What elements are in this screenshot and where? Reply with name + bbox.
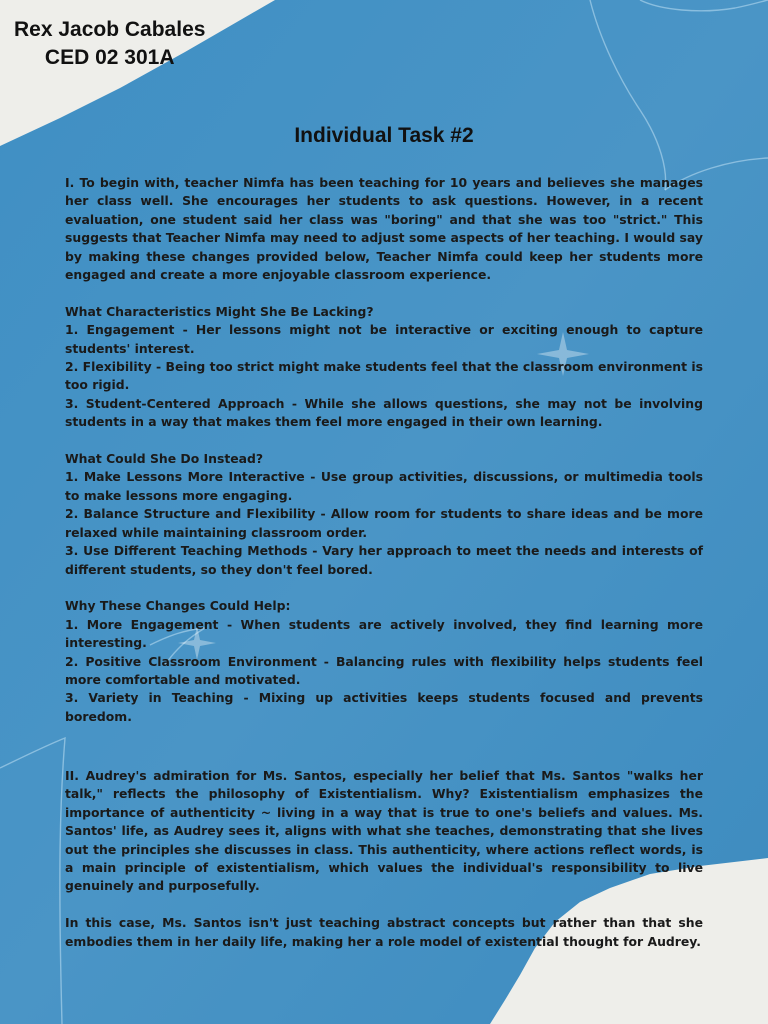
help-heading: Why These Changes Could Help:: [65, 598, 291, 614]
course-section: CED 02 301A: [44, 46, 175, 69]
list-item: 2. Balance Structure and Flexibility - Allow room for students to share ideas and be more relaxed while maintaining classroom order.: [65, 506, 703, 540]
list-item: 3. Variety in Teaching - Mixing up activities keeps students focused and prevents boredom.: [65, 690, 703, 724]
author-header: [14, 16, 205, 72]
lacking-heading: What Characteristics Might She Be Lacking?: [65, 303, 374, 319]
part-two-conclusion: In this case, Ms. Santos isn't just teaching abstract concepts but rather than that she embodies them in her daily life, making her a role model of existential thought for Audrey.: [65, 915, 703, 949]
author-name: Rex Jacob Cabales: [14, 18, 206, 41]
list-item: 1. Engagement - Her lessons might not be interactive or exciting enough to capture students' interest.: [65, 322, 703, 356]
list-item: 2. Flexibility - Being too strict might make students feel that the classroom environment is too rigid.: [65, 359, 703, 393]
page-title: Individual Task #2: [294, 124, 474, 147]
list-item: 1. More Engagement - When students are actively involved, they find learning more interesting.: [65, 616, 703, 651]
intro-paragraph: I. To begin with, teacher Nimfa has been teaching for 10 years and believes she manages her class well. She encourages her students to ask questions. However, in a recent evaluation, one student said her class was "boring" and that she was too "strict." This suggests that Teacher Nimfa may need to adjust some aspects of her teaching. I would say by making these changes provided below, Teacher Nimfa could keep her students more engaged and create a more enjoyable classroom experience.: [65, 175, 703, 283]
list-item: 2. Positive Classroom Environment - Balancing rules with flexibility helps students feel more comfortable and motivated.: [65, 653, 703, 687]
instead-heading: What Could She Do Instead?: [65, 451, 264, 467]
list-item: 3. Student-Centered Approach - While she allows questions, she may not be involving students in a way that makes them feel more engaged in their own learning.: [65, 395, 703, 430]
part-one: [65, 174, 703, 726]
list-item: 3. Use Different Teaching Methods - Vary her approach to meet the needs and interests of different students, so they don't feel bored.: [65, 543, 703, 577]
list-item: 1. Make Lessons More Interactive - Use group activities, discussions, or multimedia tools to make lessons more engaging.: [65, 469, 703, 503]
part-two: [65, 767, 703, 951]
part-two-paragraph: II. Audrey's admiration for Ms. Santos, especially her belief that Ms. Santos "walks her talk," reflects the philosophy of Existentialism. Why? Existentialism emphasizes the importance of authenticity ~ living in a way that is true to one's beliefs and values. Ms. Santos' life, as Audrey sees it, aligns with what she teaches, demonstrating that she lives out the principles she discusses in class. This authenticity, where actions reflect words, is a main principle of existentialism, which values the individual's responsibility to live genuinely and purposefully.: [65, 768, 703, 894]
